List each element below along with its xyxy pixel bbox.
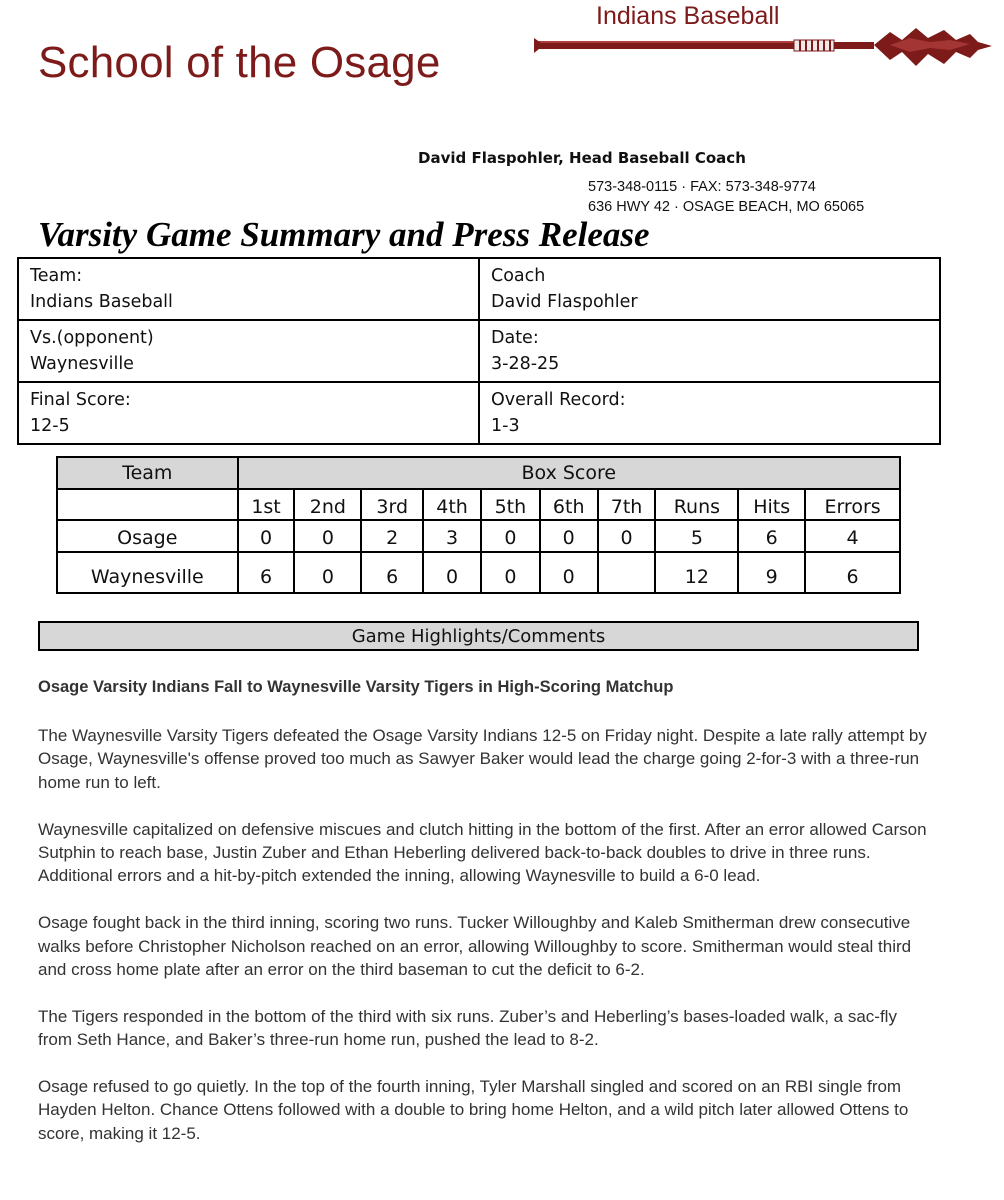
table-row [57, 520, 900, 552]
article-paragraph: The Waynesville Varsity Tigers defeated the Osage Varsity Indians 12-5 on Friday night. Despite a late rally attempt by Osage, Waynesville's offense proved too much as Sawyer Baker would lead the charge going 2-for-3 with a three-run home run to left. [38, 726, 927, 792]
column-header: 1st [238, 489, 295, 520]
score-cell: 0 [294, 520, 361, 552]
score-cell: 0 [423, 552, 481, 593]
overall-record-cell [479, 382, 940, 444]
column-header: 3rd [361, 489, 423, 520]
score-cell: 0 [481, 552, 540, 593]
final-score-value: 12-5 [30, 416, 70, 436]
column-header: 5th [481, 489, 540, 520]
score-cell: 0 [540, 552, 598, 593]
coach-label: Coach [491, 266, 546, 286]
final-score-cell [18, 382, 479, 444]
score-cell: 0 [294, 552, 361, 593]
info-row [18, 382, 940, 444]
date-value: 3-28-25 [491, 354, 560, 374]
column-header: Errors [805, 489, 900, 520]
team-value: Indians Baseball [30, 292, 173, 312]
box-score-header-row [57, 457, 900, 489]
column-header: Hits [738, 489, 805, 520]
info-row [18, 258, 940, 320]
overall-record-label: Overall Record: [491, 390, 626, 410]
column-header: 7th [598, 489, 656, 520]
contact-block [588, 177, 864, 217]
hits-cell: 9 [738, 552, 805, 593]
release-title: Varsity Game Summary and Press Release [38, 215, 650, 254]
score-cell: 6 [238, 552, 295, 593]
score-cell: 6 [361, 552, 423, 593]
article-body [38, 724, 928, 1169]
opponent-cell [18, 320, 479, 382]
game-info-table [17, 257, 941, 445]
coach-value: David Flaspohler [491, 292, 638, 312]
score-cell: 0 [481, 520, 540, 552]
school-name: School of the Osage [38, 38, 441, 87]
team-header: Team [57, 457, 238, 489]
address: 636 HWY 42 · OSAGE BEACH, MO 65065 [588, 199, 865, 215]
highlights-bar: Game Highlights/Comments [38, 621, 919, 651]
box-score-title: Box Score [238, 457, 900, 489]
column-header: 2nd [294, 489, 361, 520]
box-score-columns-row [57, 489, 900, 520]
score-cell [598, 552, 656, 593]
score-cell: 0 [238, 520, 295, 552]
final-score-label: Final Score: [30, 390, 131, 410]
errors-cell: 6 [805, 552, 900, 593]
column-header: Runs [655, 489, 738, 520]
team-cell [18, 258, 479, 320]
opponent-label: Vs.(opponent) [30, 328, 154, 348]
overall-record-value: 1-3 [491, 416, 520, 436]
article-paragraph: Osage fought back in the third inning, scoring two runs. Tucker Willoughby and Kaleb Smitherman drew consecutive walks before Christopher Nicholson reached on an error, allowing Willoughby to score. Smitherman would steal third and cross home plate after an error on the third baseman to cut the deficit to 6-2. [38, 913, 912, 980]
team-name-cell: Osage [57, 520, 238, 552]
article-headline: Osage Varsity Indians Fall to Waynesville Varsity Tigers in High-Scoring Matchup [38, 678, 674, 696]
date-cell [479, 320, 940, 382]
column-header: 4th [423, 489, 481, 520]
score-cell: 0 [540, 520, 598, 552]
errors-cell: 4 [805, 520, 900, 552]
date-label: Date: [491, 328, 539, 348]
article-paragraph: Waynesville capitalized on defensive miscues and clutch hitting in the bottom of the first. After an error allowed Carson Sutphin to reach base, Justin Zuber and Ethan Heberling delivered back-to-back doubles to drive in three runs. Additional errors and a hit-by-pitch extended the inning, allowing Waynesville to build a 6-0 lead. [38, 819, 927, 886]
team-label: Team: [30, 266, 83, 286]
phone-fax: 573-348-0115 · FAX: 573-348-9774 [588, 179, 816, 195]
article-paragraph: The Tigers responded in the bottom of the third with six runs. Zuber’s and Heberling’s bases-loaded walk, a sac-fly from Seth Hance, and Baker’s three-run home run, pushed the lead to 8-2. [38, 1006, 897, 1050]
info-row [18, 320, 940, 382]
score-cell: 3 [423, 520, 481, 552]
coach-line: David Flaspohler, Head Baseball Coach [418, 149, 746, 167]
spear-icon [530, 26, 995, 74]
column-header: 6th [540, 489, 598, 520]
table-row [57, 552, 900, 593]
box-score-table [56, 456, 901, 594]
hits-cell: 6 [738, 520, 805, 552]
article-paragraph: Osage refused to go quietly. In the top of the fourth inning, Tyler Marshall singled and scored on an RBI single from Hayden Helton. Chance Ottens followed with a double to bring home Helton, and a wild pitch later allowed Ottens to score, making it 12-5. [38, 1077, 909, 1143]
team-name-cell: Waynesville [57, 552, 238, 593]
coach-cell [479, 258, 940, 320]
team-brand: Indians Baseball [596, 2, 780, 30]
score-cell: 0 [598, 520, 656, 552]
runs-cell: 12 [655, 552, 738, 593]
score-cell: 2 [361, 520, 423, 552]
opponent-value: Waynesville [30, 354, 134, 374]
column-header-blank [57, 489, 238, 520]
runs-cell: 5 [655, 520, 738, 552]
